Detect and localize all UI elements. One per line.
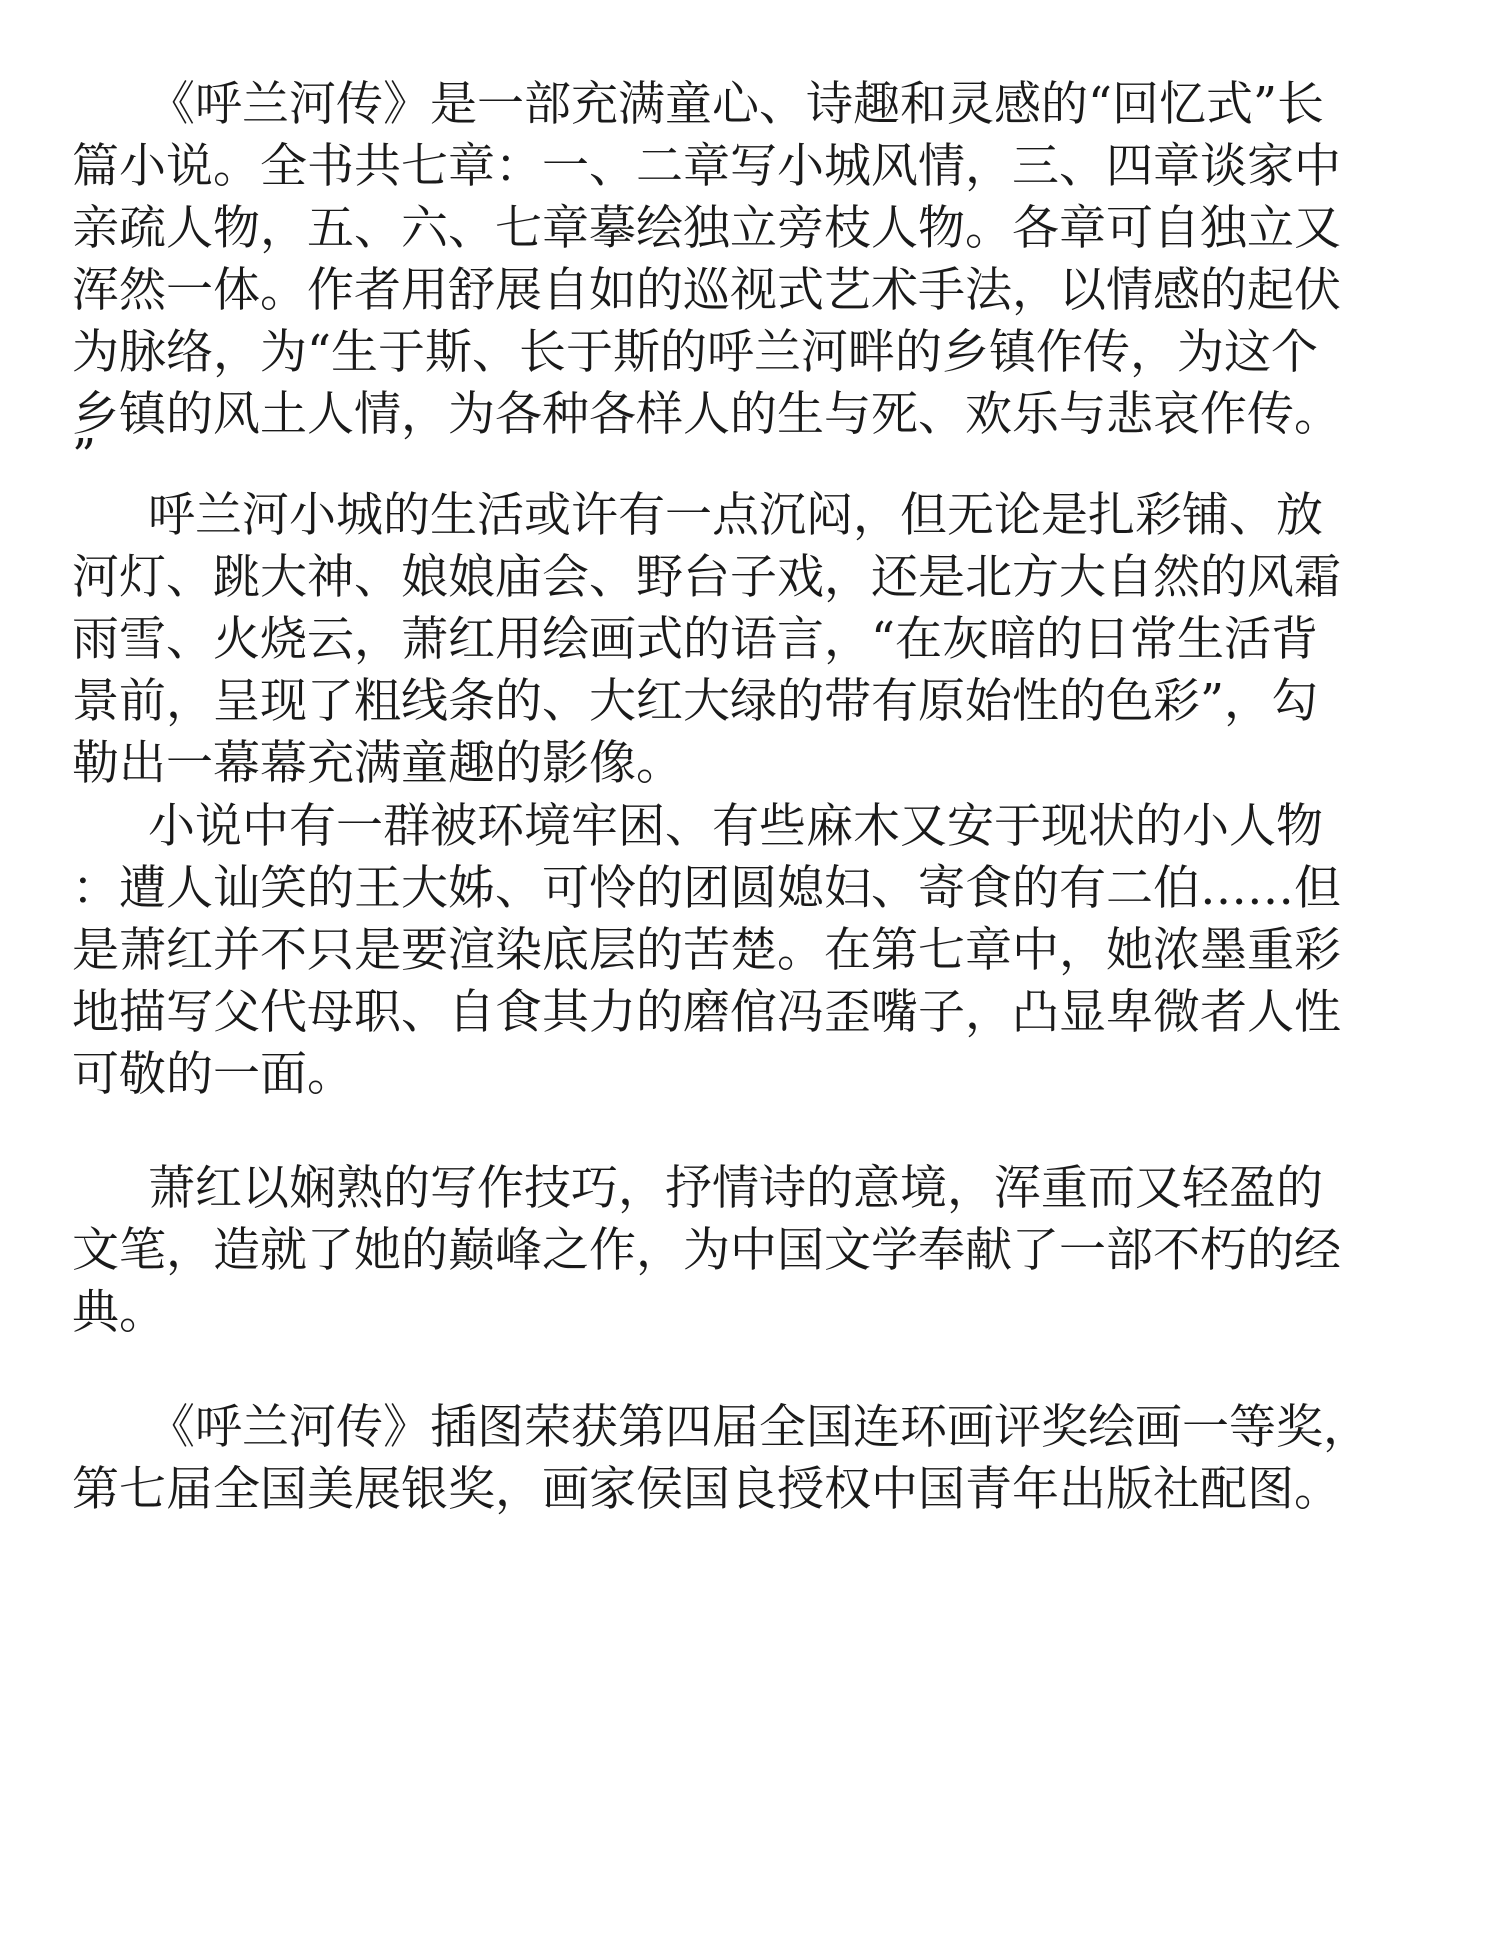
paragraph-line: 雨雪、火烧云，萧红用绘画式的语言，“在灰暗的日常生活背 (72, 612, 1319, 667)
paragraph-line: 篇小说。全书共七章：一、二章写小城风情，三、四章谈家中 (72, 139, 1341, 194)
paragraph-line: 第七届全国美展银奖，画家侯国良授权中国青年出版社配图。 (72, 1462, 1341, 1517)
paragraph-line: 可敬的一面。 (72, 1047, 354, 1102)
paragraph-line: 河灯、跳大神、娘娘庙会、野台子戏，还是北方大自然的风霜 (72, 550, 1341, 605)
paragraph-line: 呼兰河小城的生活或许有一点沉闷，但无论是扎彩铺、放 (148, 488, 1323, 543)
paragraph-line: 地描写父代母职、自食其力的磨倌冯歪嘴子，凸显卑微者人性 (72, 985, 1341, 1040)
paragraph-line: 小说中有一群被环境牢困、有些麻木又安于现状的小人物 (148, 799, 1323, 854)
paragraph-line: 乡镇的风土人情，为各种各样人的生与死、欢乐与悲哀作传。 (72, 387, 1341, 442)
paragraph-line: 文笔，造就了她的巅峰之作，为中国文学奉献了一部不朽的经 (72, 1223, 1341, 1278)
paragraph-line: 为脉络，为“生于斯、长于斯的呼兰河畔的乡镇作传，为这个 (72, 325, 1319, 380)
paragraph-line: 景前，呈现了粗线条的、大红大绿的带有原始性的色彩”，勾 (72, 674, 1319, 729)
paragraph-line: 典。 (72, 1285, 166, 1340)
paragraph-line: 亲疏人物，五、六、七章摹绘独立旁枝人物。各章可自独立又 (72, 201, 1341, 256)
paragraph-line: 是萧红并不只是要渲染底层的苦楚。在第七章中，她浓墨重彩 (72, 923, 1341, 978)
paragraph-line: 萧红以娴熟的写作技巧，抒情诗的意境，浑重而又轻盈的 (148, 1161, 1323, 1216)
paragraph-line: 《呼兰河传》是一部充满童心、诗趣和灵感的“回忆式”长 (148, 77, 1325, 132)
paragraph-line: 《呼兰河传》插图荣获第四届全国连环画评奖绘画一等奖， (148, 1400, 1370, 1455)
paragraph-line: ” (72, 429, 97, 484)
paragraph-line: 浑然一体。作者用舒展自如的巡视式艺术手法，以情感的起伏 (72, 263, 1341, 318)
paragraph-line: 勒出一幕幕充满童趣的影像。 (72, 736, 683, 791)
paragraph-line: ：遭人讪笑的王大姊、可怜的团圆媳妇、寄食的有二伯……但 (72, 861, 1341, 916)
